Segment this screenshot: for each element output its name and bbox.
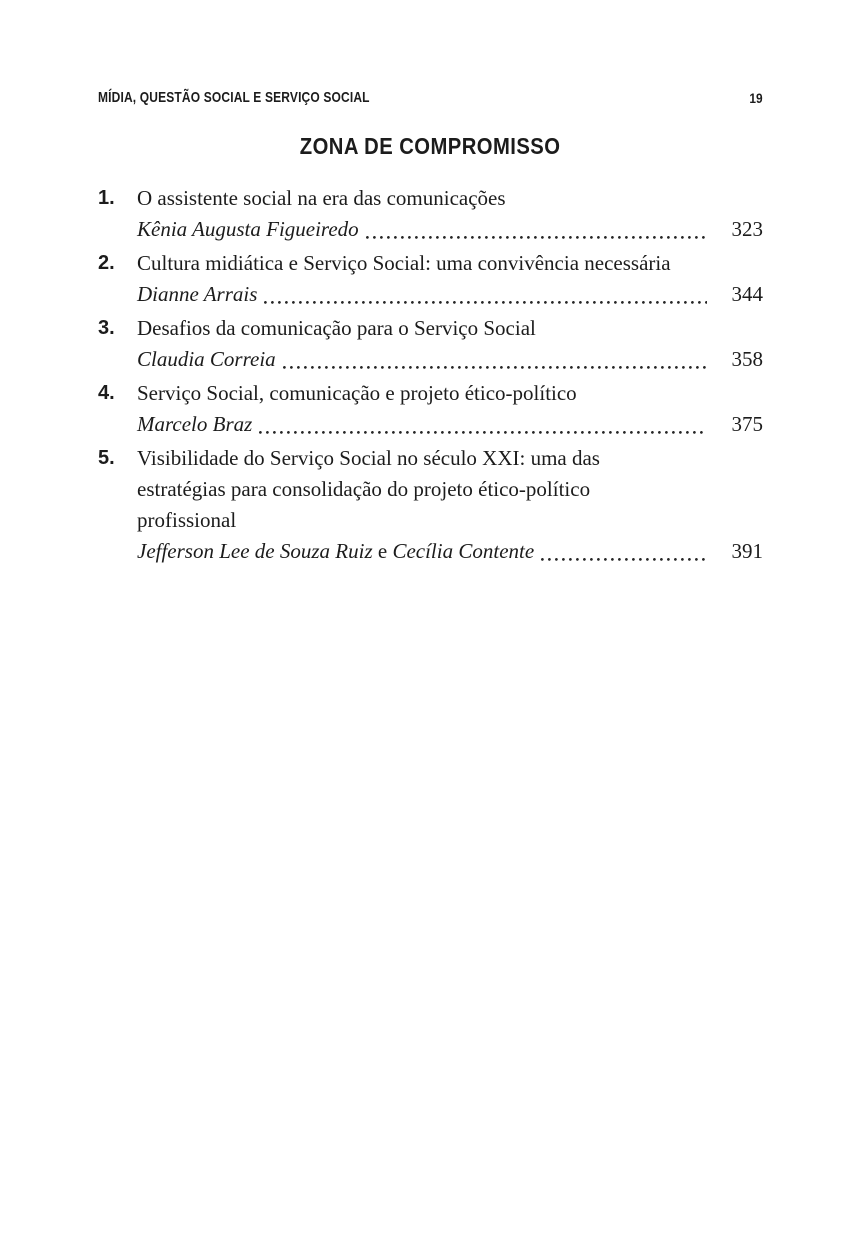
- page-number-folio: 19: [749, 90, 763, 106]
- item-author: Jefferson Lee de Souza Ruiz: [137, 539, 373, 563]
- dot-leader: [264, 301, 707, 304]
- running-header-title: MÍDIA, QUESTÃO SOCIAL E SERVIÇO SOCIAL: [98, 89, 370, 106]
- toc-item: [98, 443, 763, 567]
- item-author-row: [137, 279, 763, 310]
- item-author: Marcelo Braz: [137, 412, 253, 436]
- table-of-contents: [98, 183, 763, 567]
- author-connector: e: [372, 539, 393, 563]
- item-author: Dianne Arrais: [137, 282, 258, 306]
- item-number: 1.: [98, 187, 115, 209]
- running-header: [98, 90, 763, 106]
- toc-item: [98, 313, 763, 375]
- item-author-row: [137, 409, 763, 440]
- dot-leader: [259, 431, 707, 434]
- dot-leader: [541, 558, 707, 561]
- section-heading-text: ZONA DE COMPROMISSO: [300, 133, 561, 159]
- item-title: Cultura midiática e Serviço Social: uma convivência necessária: [137, 251, 671, 275]
- item-title: Desafios da comunicação para o Serviço Social: [137, 316, 536, 340]
- item-number: 3.: [98, 317, 115, 339]
- item-title: profissional: [137, 508, 237, 532]
- item-author-row: [137, 536, 763, 567]
- item-page-number: 358: [731, 347, 763, 371]
- item-page-number: 323: [731, 217, 763, 241]
- dot-leader: [366, 236, 707, 239]
- item-title: estratégias para consolidação do projeto ético-político: [137, 477, 591, 501]
- item-number: 2.: [98, 252, 115, 274]
- toc-item: [98, 248, 763, 310]
- section-heading: [98, 133, 763, 159]
- item-title: Visibilidade do Serviço Social no século XXI: uma das: [137, 446, 600, 470]
- item-page-number: 375: [731, 412, 763, 436]
- toc-item: [98, 378, 763, 440]
- item-author: Claudia Correia: [137, 347, 276, 371]
- item-author-row: [137, 344, 763, 375]
- item-title: O assistente social na era das comunicações: [137, 186, 506, 210]
- item-number: 4.: [98, 382, 115, 404]
- item-page-number: 391: [731, 539, 763, 563]
- item-author: Kênia Augusta Figueiredo: [137, 217, 359, 241]
- dot-leader: [283, 366, 707, 369]
- item-title: Serviço Social, comunicação e projeto ético-político: [137, 381, 577, 405]
- toc-item: [98, 183, 763, 245]
- item-number: 5.: [98, 447, 115, 469]
- item-author-row: [137, 214, 763, 245]
- item-author: Cecília Contente: [392, 539, 535, 563]
- item-page-number: 344: [731, 282, 763, 306]
